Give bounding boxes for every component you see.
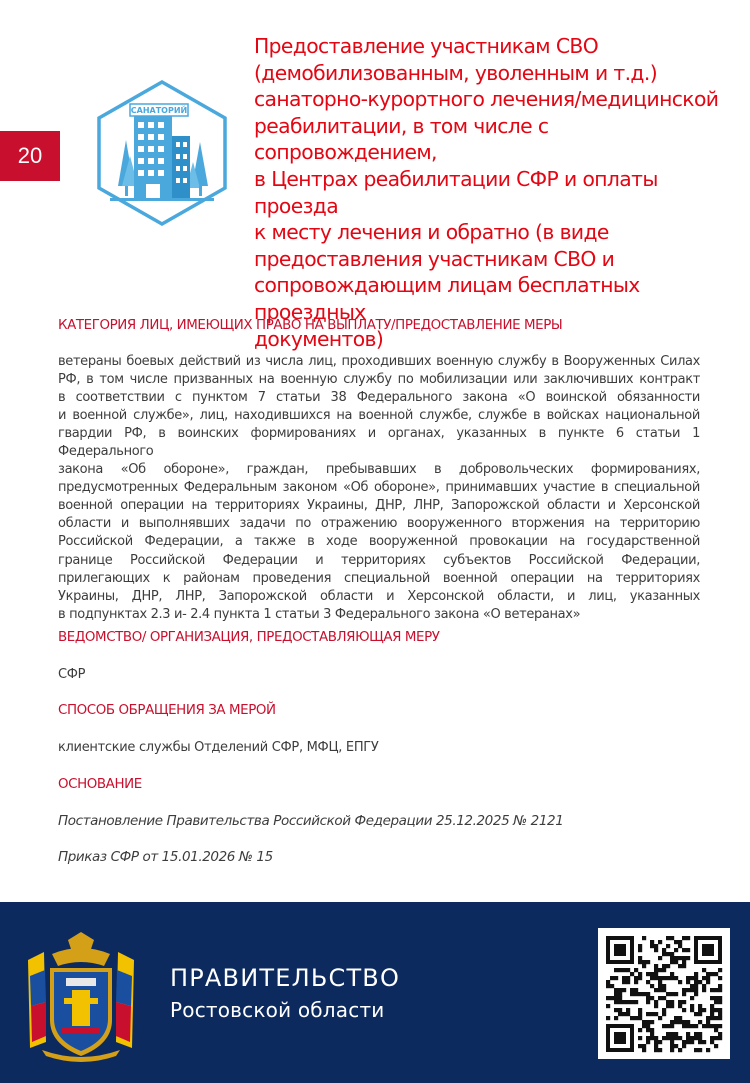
category-line: области и выполнявших задачи по отражению вооруженного вторжения на территорию	[58, 516, 700, 532]
title-line: предоставления участникам СВО и	[254, 246, 615, 271]
category-line: Российской Федерации, а также в ходе вооруженной провокации на государственной	[58, 534, 700, 550]
title-line: (демобилизованным, уволенным и т.д.)	[254, 60, 658, 85]
page-title	[254, 33, 734, 352]
category-line: военной операции на территориях Украины, ДНР, ЛНР, Запорожской области и Херсонской	[58, 498, 700, 514]
government-subtitle: Ростовской области	[170, 998, 385, 1022]
title-line: документов)	[254, 326, 384, 351]
basis-item: Приказ СФР от 15.01.2026 № 15	[58, 849, 273, 865]
category-line: в соответствии с пунктом 7 статьи 38 Федерального закона «О воинской обязанности	[58, 390, 700, 406]
rostov-coat-of-arms-icon	[22, 932, 140, 1062]
category-line: и военной службе», лиц, находившихся на военной службе, службе в войсках национальной	[58, 408, 700, 424]
category-line: ветераны боевых действий из числа лиц, проходивших военную службу в Вооруженных Силах	[58, 354, 700, 369]
category-line: предусмотренных Федеральным законом «Об обороне», принимавших участие в специальной	[58, 480, 700, 496]
government-title: ПРАВИТЕЛЬСТВО	[170, 964, 401, 992]
category-line: Украины, ДНР, ЛНР, Запорожской области и Херсонской области, и лиц, указанных	[58, 588, 700, 604]
title-line: санаторно-курортного лечения/медицинской	[254, 87, 719, 112]
title-line: к месту лечения и обратно (в виде	[254, 220, 609, 245]
basis-heading: ОСНОВАНИЕ	[58, 777, 142, 792]
method-value: клиентские службы Отделений СФР, МФЦ, ЕПГУ	[58, 740, 379, 755]
category-text	[58, 353, 700, 624]
footer	[0, 902, 750, 1083]
category-line: гвардии РФ, в воинских формированиях и органах, указанных в пункте 6 статьи 1 Федерального	[58, 426, 700, 460]
title-line: в Центрах реабилитации СФР и оплаты проезда	[254, 166, 658, 218]
qr-code-icon[interactable]	[598, 928, 730, 1059]
sanatorium-icon	[92, 78, 232, 228]
title-line: Предоставление участникам СВО	[254, 34, 599, 58]
category-line: закона «Об обороне», граждан, пребывавших в добровольческих формированиях,	[58, 462, 700, 478]
title-line: реабилитации, в том числе с сопровождением,	[254, 113, 549, 165]
category-heading: КАТЕГОРИЯ ЛИЦ, ИМЕЮЩИХ ПРАВО НА ВЫПЛАТУ/ПРЕДОСТАВЛЕНИЕ МЕРЫ	[58, 318, 563, 333]
sanatorium-label: САНАТОРИЙ	[130, 106, 188, 115]
basis-item: Постановление Правительства Российской Федерации 25.12.2025 № 2121	[58, 813, 564, 829]
category-line: границе Российской Федерации и территориях субъектов Российской Федерации,	[58, 552, 700, 568]
category-line: прилегающих к районам проведения специальной военной операции на территориях	[58, 570, 700, 586]
page-number: 20	[0, 131, 60, 181]
method-heading: СПОСОБ ОБРАЩЕНИЯ ЗА МЕРОЙ	[58, 703, 276, 718]
agency-value: СФР	[58, 667, 86, 682]
category-line: в подпунктах 2.3 и- 2.4 пункта 1 статьи 3 Федерального закона «О ветеранах»	[58, 606, 581, 622]
category-line: РФ, в том числе призванных на военную службу по мобилизации или заключивших контракт	[58, 372, 700, 388]
agency-heading: ВЕДОМСТВО/ ОРГАНИЗАЦИЯ, ПРЕДОСТАВЛЯЮЩАЯ МЕРУ	[58, 630, 440, 645]
title-line: сопровождающим лицам бесплатных проездных	[254, 273, 640, 324]
